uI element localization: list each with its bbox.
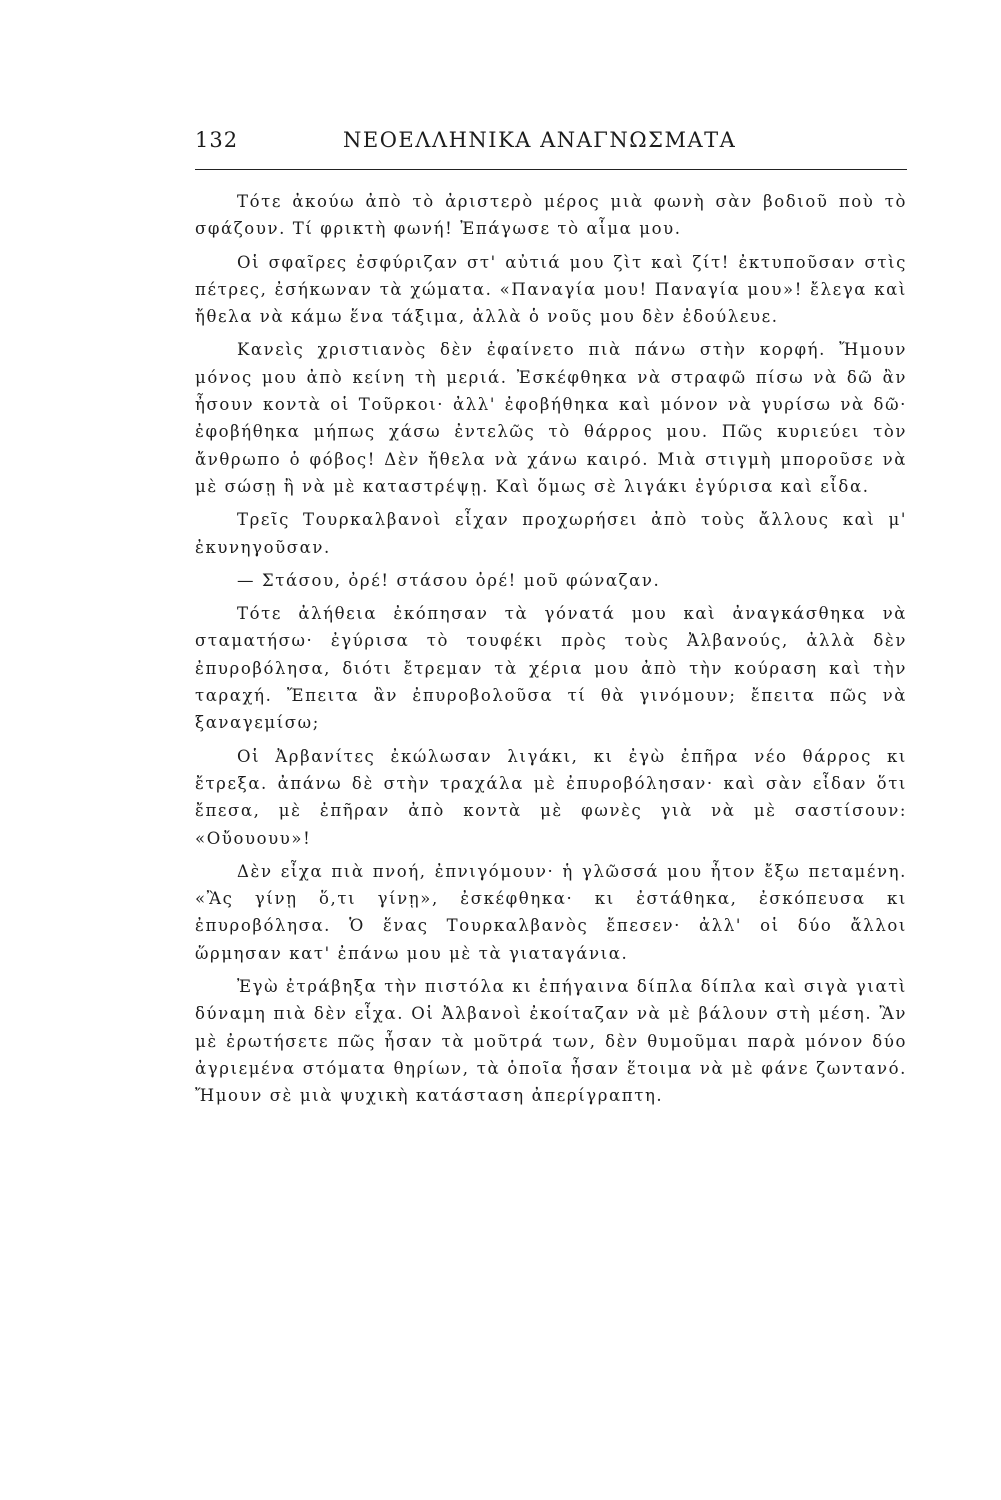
body-text [195, 188, 907, 1116]
page-number: 132 [195, 128, 239, 152]
paragraph: Τότε ἀλήθεια ἐκόπησαν τὰ γόνατά μου καὶ ἀναγκάσθηκα νὰ σταματήσω· ἐγύρισα τὸ τουφέκι πρὸς τοὺς Ἀλβανούς, ἀλλὰ δὲν ἐπυροβόλησα, διότι ἔτρεμαν τὰ χέρια μου ἀπὸ τὴν κούραση καὶ τὴν ταραχή. Ἔπειτα ἂν ἐπυροβολοῦσα τί θὰ γινόμουν; ἔπειτα πῶς νὰ ξαναγεμίσω; [195, 604, 907, 733]
header-rule [195, 169, 907, 170]
paragraph: Οἱ σφαῖρες ἐσφύριζαν στ' αὐτιά μου ζὶτ καὶ ζίτ! ἐκτυποῦσαν στὶς πέτρες, ἐσήκωναν τὰ χώματα. «Παναγία μου! Παναγία μου»! ἔλεγα καὶ ἤθελα νὰ κάμω ἕνα τάξιμα, ἀλλὰ ὁ νοῦς μου δὲν ἐδούλευε. [195, 252, 907, 327]
paragraph: Τότε ἀκούω ἀπὸ τὸ ἀριστερὸ μέρος μιὰ φωνὴ σὰν βοδιοῦ ποὺ τὸ σφάζουν. Τί φρικτὴ φωνή! Ἐπάγωσε τὸ αἷμα μου. [195, 192, 907, 239]
paragraph: Ἐγὼ ἐτράβηξα τὴν πιστόλα κι ἐπήγαινα δίπλα δίπλα καὶ σιγὰ γιατὶ δύναμη πιὰ δὲν εἶχα. Οἱ Ἀλβανοὶ ἐκοίταζαν νὰ μὲ βάλουν στὴ μέση. Ἂν μὲ ἐρωτήσετε πῶς ἦσαν τὰ μοῦτρά των, δὲν θυμοῦμαι παρὰ μόνον δύο ἀγριεμένα στόματα θηρίων, τὰ ὁποῖα ἦσαν ἕτοιμα νὰ μὲ φάνε ζωντανό. Ἤμουν σὲ μιὰ ψυχικὴ κατάσταση ἀπερίγραπτη. [195, 977, 907, 1106]
dialogue-line: — Στάσου, ὀρέ! στάσου ὀρέ! μοῦ φώναζαν. [237, 570, 661, 590]
running-title: ΝΕΟΕΛΛΗΝΙΚΑ ΑΝΑΓΝΩΣΜΑΤΑ [343, 128, 737, 152]
page-header [195, 128, 907, 168]
paragraph: Οἱ Ἀρβανίτες ἐκώλωσαν λιγάκι, κι ἐγὼ ἐπῆρα νέο θάρρος κι ἔτρεξα. ἀπάνω δὲ στὴν τραχάλα μὲ ἐπυροβόλησαν· καὶ σὰν εἶδαν ὅτι ἔπεσα, μὲ ἐπῆραν ἀπὸ κοντὰ μὲ φωνὲς γιὰ νὰ μὲ σαστίσουν: «Οὔουουυ»! [195, 746, 907, 848]
paragraph: Κανεὶς χριστιανὸς δὲν ἐφαίνετο πιὰ πάνω στὴν κορφή. Ἤμουν μόνος μου ἀπὸ κείνη τὴ μεριά. Ἐσκέφθηκα νὰ στραφῶ πίσω νὰ δῶ ἂν ἦσουν κοντὰ οἱ Τοῦρκοι· ἀλλ' ἐφοβήθηκα καὶ μόνον νὰ γυρίσω νὰ δῶ· ἐφοβήθηκα μήπως χάσω ἐντελῶς τὸ θάρρος μου. Πῶς κυριεύει τὸν ἄνθρωπο ὁ φόβος! Δὲν ἤθελα νὰ χάνω καιρό. Μιὰ στιγμὴ μποροῦσε νὰ μὲ σώσῃ ἢ νὰ μὲ καταστρέψῃ. Καὶ ὅμως σὲ λιγάκι ἐγύρισα καὶ εἶδα. [195, 340, 907, 496]
paragraph: Τρεῖς Τουρκαλβανοὶ εἶχαν προχωρήσει ἀπὸ τοὺς ἄλλους καὶ μ' ἐκυνηγοῦσαν. [195, 510, 907, 557]
paragraph: Δὲν εἶχα πιὰ πνοή, ἐπνιγόμουν· ἡ γλῶσσά μου ἦτον ἔξω πεταμένη. «Ἂς γίνῃ ὅ,τι γίνῃ», ἐσκέφθηκα· κι ἐστάθηκα, ἐσκόπευσα κι ἐπυροβόλησα. Ὁ ἕνας Τουρκαλβανὸς ἔπεσεν· ἀλλ' οἱ δύο ἄλλοι ὥρμησαν κατ' ἐπάνω μου μὲ τὰ γιαταγάνια. [195, 861, 907, 963]
